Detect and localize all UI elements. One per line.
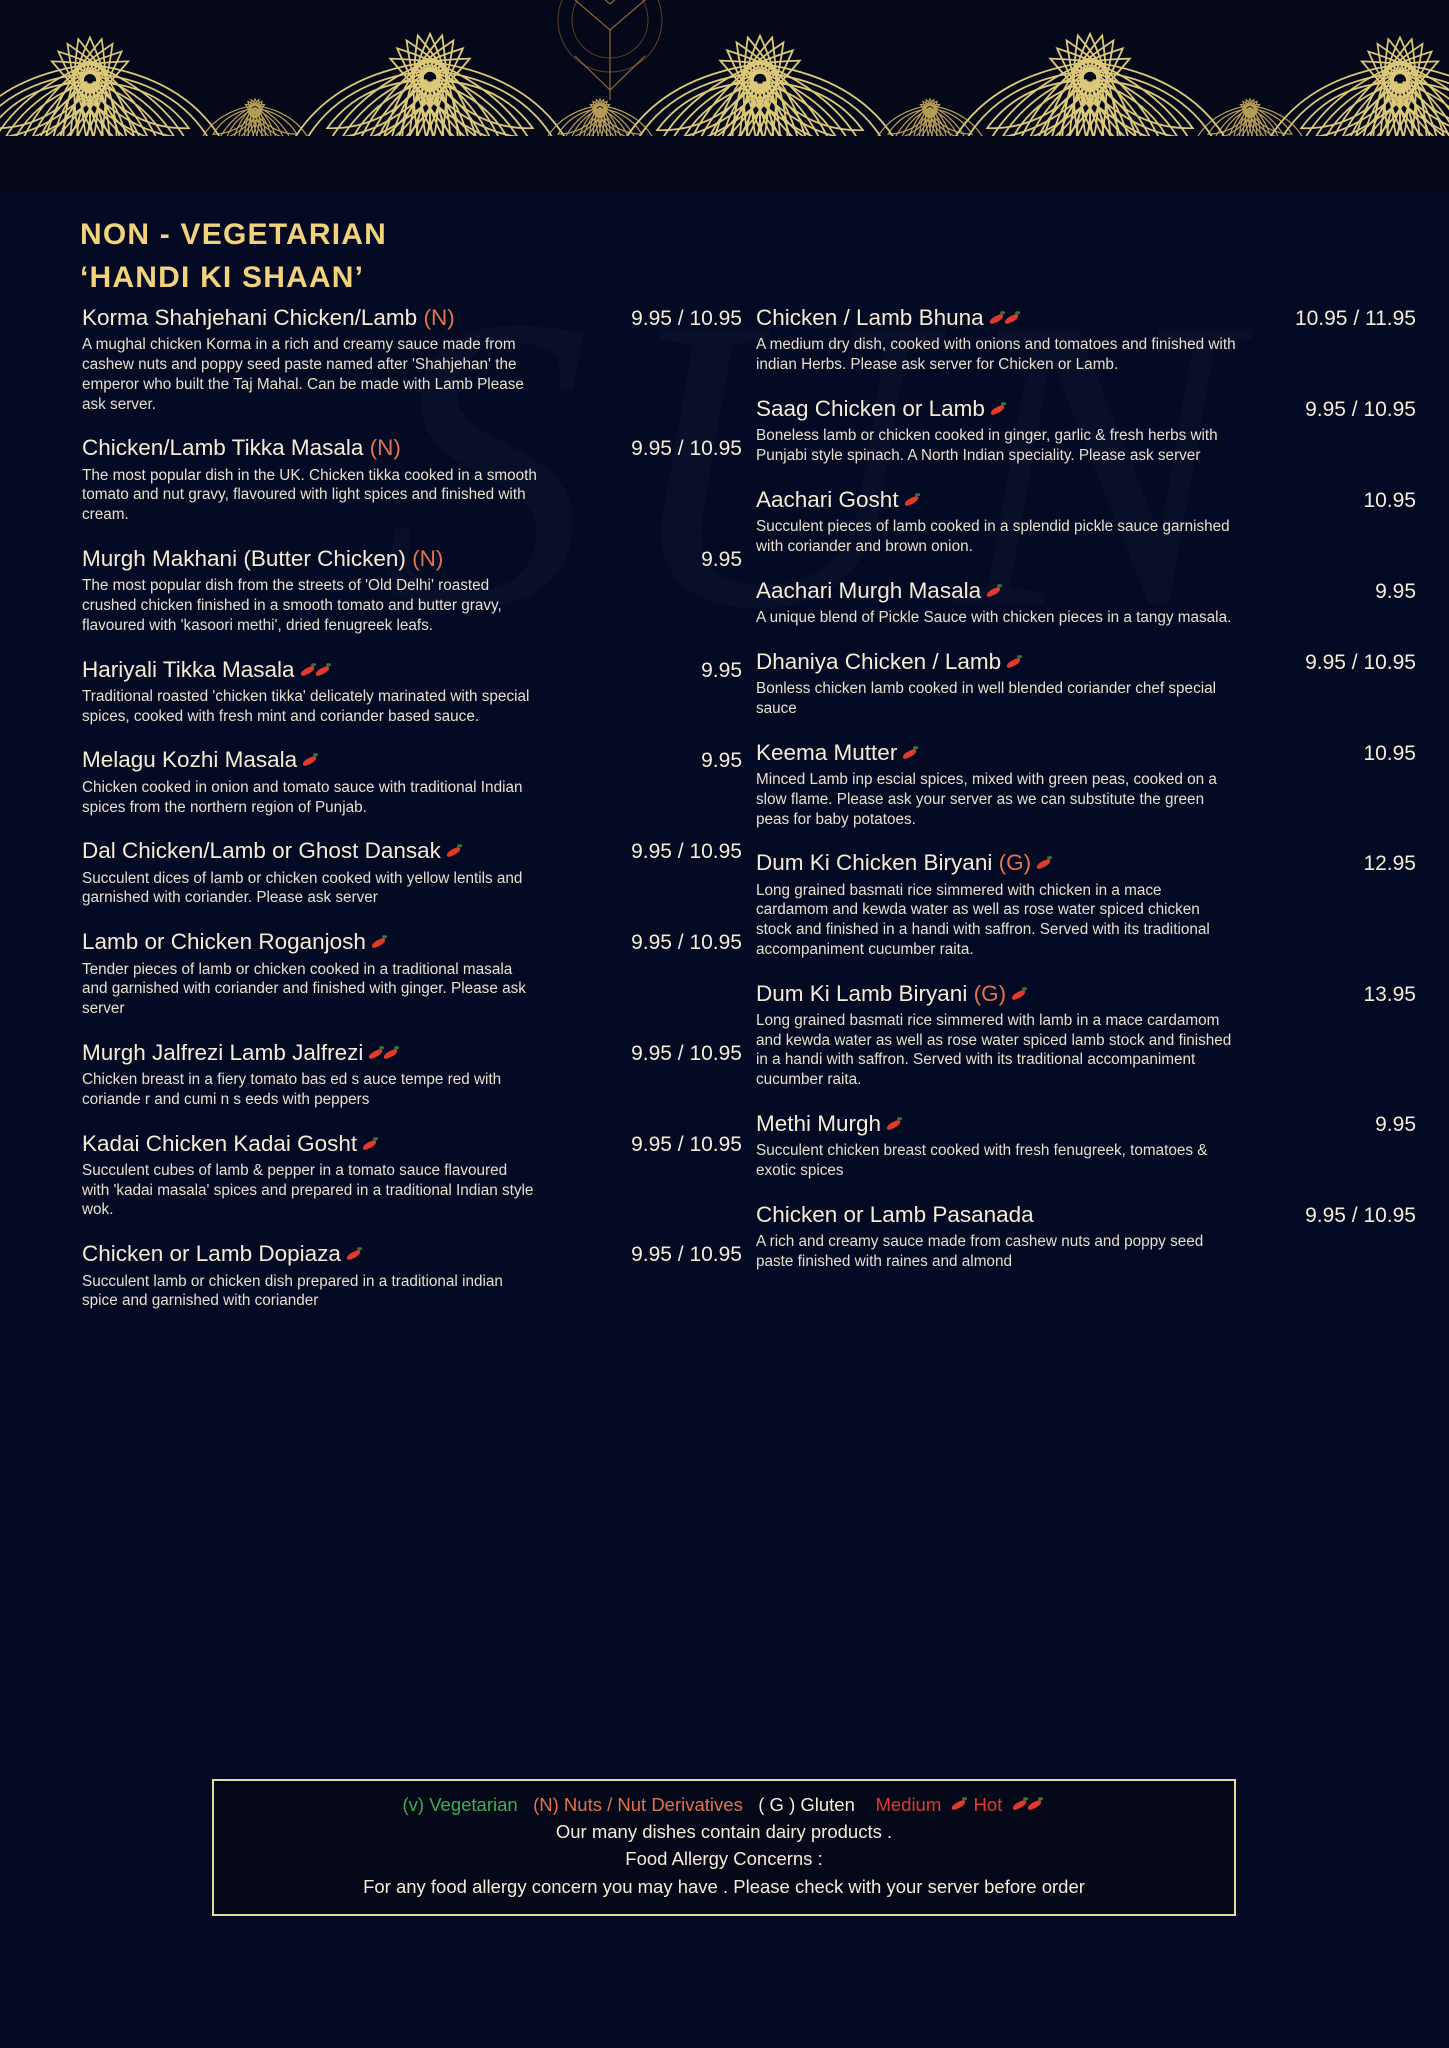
menu-item-description: A unique blend of Pickle Sauce with chicken pieces in a tangy masala. xyxy=(756,609,1232,627)
menu-item-name xyxy=(82,304,455,331)
menu-item-name xyxy=(82,746,319,773)
menu-column-right xyxy=(756,304,1416,1331)
menu-item xyxy=(756,1110,1416,1181)
menu-item-price: 9.95 / 10.95 xyxy=(631,931,742,955)
decorative-mandala-band xyxy=(0,0,1449,192)
chilli-icon xyxy=(1006,657,1023,670)
menu-item-header xyxy=(82,746,742,773)
chilli-icon xyxy=(302,755,319,768)
menu-item-header xyxy=(756,648,1416,675)
menu-item-price: 9.95 / 10.95 xyxy=(1305,397,1416,421)
double-chilli-icon xyxy=(368,1048,401,1061)
menu-item-price: 9.95 / 10.95 xyxy=(631,1132,742,1156)
legend-gluten: ( G ) Gluten xyxy=(758,1794,855,1815)
chilli-icon xyxy=(446,846,463,859)
menu-item-tag: (N) xyxy=(423,305,455,330)
menu-item-header xyxy=(82,656,742,683)
page-title-line1: NON - VEGETARIAN xyxy=(80,218,387,251)
menu-item-description: Long grained basmati rice simmered with chicken in a mace cardamom and kewda water as well as rose water spiced chicken stock and finished in a handi with saffron. Served with its traditional accompaniment cucumber raita. xyxy=(756,881,1210,958)
legend-dairy-note: Our many dishes contain dairy products . xyxy=(555,1820,893,1842)
menu-item xyxy=(82,928,742,1019)
menu-item-price: 9.95 xyxy=(701,658,742,682)
legend-allergy-note: For any food allergy concern you may have . Please check with your server before order xyxy=(363,1875,1085,1897)
legend-hot: Hot xyxy=(973,1794,1003,1815)
menu-item-description: Traditional roasted 'chicken tikka' delicately marinated with special spices, cooked with fresh mint and coriander based sauce. xyxy=(82,687,530,725)
menu-item-tag: (G) xyxy=(973,980,1007,1006)
legend-medium: Medium xyxy=(875,1794,942,1815)
menu-item-name xyxy=(756,577,1003,604)
menu-item-price: 9.95 xyxy=(701,749,742,773)
menu-item-name-text: Keema Mutter xyxy=(756,739,898,765)
menu-item-description: Succulent cubes of lamb & pepper in a tomato sauce flavoured with 'kadai masala' spices and prepared in a traditional Indian style wok. xyxy=(82,1162,534,1219)
menu-item-name-text: Aachari Murgh Masala xyxy=(756,577,982,603)
menu-item xyxy=(756,980,1416,1090)
menu-columns xyxy=(0,304,1449,1331)
menu-item-tag: (N) xyxy=(412,545,444,571)
menu-item-name xyxy=(82,434,401,461)
allergy-legend-box xyxy=(212,1779,1236,1916)
menu-item-header xyxy=(82,545,742,572)
mandala-pattern-icon xyxy=(0,0,1449,192)
menu-item-name xyxy=(756,648,1023,675)
menu-item-name-text: Kadai Chicken Kadai Gosht xyxy=(82,1130,358,1156)
menu-item-name-text: Lamb or Chicken Roganjosh xyxy=(82,929,366,955)
menu-item-name xyxy=(756,395,1007,422)
menu-item-header xyxy=(82,928,742,955)
menu-item-name xyxy=(756,849,1053,876)
legend-allergy-title: Food Allergy Concerns : xyxy=(625,1848,823,1870)
menu-item-header xyxy=(82,837,742,864)
menu-item-name xyxy=(756,1201,1034,1228)
menu-item-price: 9.95 / 10.95 xyxy=(1305,650,1416,674)
menu-item xyxy=(82,656,742,727)
menu-item-description: A medium dry dish, cooked with onions and tomatoes and finished with indian Herbs. Please ask server for Chicken or Lamb. xyxy=(756,336,1236,374)
menu-item-price: 9.95 xyxy=(1375,1112,1416,1136)
menu-item-price: 9.95 xyxy=(701,547,742,571)
menu-item-header xyxy=(82,1240,742,1267)
double-chilli-icon xyxy=(1012,1799,1045,1812)
menu-item-name xyxy=(82,545,443,572)
menu-item-header xyxy=(756,980,1416,1007)
menu-item xyxy=(756,648,1416,719)
menu-item-header xyxy=(756,849,1416,876)
menu-item-name xyxy=(82,1240,363,1267)
menu-item-description: Succulent pieces of lamb cooked in a splendid pickle sauce garnished with coriander and brown onion. xyxy=(756,518,1230,555)
menu-item xyxy=(756,849,1416,959)
menu-item xyxy=(82,545,742,636)
menu-item-name-text: Dum Ki Chicken Biryani xyxy=(756,850,993,876)
menu-item-name-text: Hariyali Tikka Masala xyxy=(82,656,295,682)
menu-item xyxy=(82,1130,742,1221)
menu-item-name-text: Dhaniya Chicken / Lamb xyxy=(756,648,1002,674)
menu-item-description: Minced Lamb inp escial spices, mixed with green peas, cooked on a slow flame. Please ask your server as we can substitute the green peas for baby potatoes. xyxy=(756,771,1217,828)
menu-item-price: 9.95 / 10.95 xyxy=(1305,1203,1416,1227)
menu-item-header xyxy=(756,1110,1416,1137)
menu-column-left xyxy=(82,304,742,1331)
menu-item-name xyxy=(82,928,388,955)
menu-item xyxy=(756,577,1416,628)
chilli-icon xyxy=(1036,858,1053,871)
menu-item-header xyxy=(756,1201,1416,1228)
menu-item-description: Long grained basmati rice simmered with lamb in a mace cardamom and kewda water as well as rose water spiced lamb stock and finished in a handi with saffron. Served with its traditional accompaniment cucumber raita. xyxy=(756,1012,1232,1089)
menu-item-description: Succulent lamb or chicken dish prepared in a traditional indian spice and garnished with coriander xyxy=(82,1272,503,1310)
menu-item-name xyxy=(756,486,921,513)
menu-item-description: Succulent chicken breast cooked with fresh fenugreek, tomatoes & exotic spices xyxy=(756,1142,1208,1180)
menu-item xyxy=(82,746,742,817)
menu-item-price: 10.95 / 11.95 xyxy=(1294,307,1416,330)
menu-item-name xyxy=(82,1039,401,1066)
menu-item-description: Tender pieces of lamb or chicken cooked in a traditional masala and garnished with coriander and finished with ginger. Please ask server xyxy=(82,960,526,1017)
double-chilli-icon xyxy=(989,313,1022,326)
menu-item-name-text: Saag Chicken or Lamb xyxy=(756,395,985,421)
legend-vegetarian: (v) Vegetarian xyxy=(402,1794,518,1815)
menu-page xyxy=(0,192,1449,2048)
menu-item-name-text: Murgh Jalfrezi Lamb Jalfrezi xyxy=(82,1039,364,1065)
chilli-icon xyxy=(904,495,921,508)
menu-item-name-text: Methi Murgh xyxy=(756,1110,882,1136)
menu-item-description: The most popular dish from the streets of 'Old Delhi' roasted crushed chicken finished in a smooth tomato and butter gravy, flavoured with 'kasoori methi', dried fenugreek leafs. xyxy=(82,577,502,634)
menu-item-name xyxy=(756,980,1028,1007)
chilli-icon xyxy=(1011,989,1028,1002)
menu-item-description: Boneless lamb or chicken cooked in ginger, garlic & fresh herbs with Punjabi style spinach. A North Indian speciality. Please ask server xyxy=(756,427,1218,465)
menu-item xyxy=(82,304,742,414)
menu-item-header xyxy=(756,395,1416,422)
menu-item-header xyxy=(756,486,1416,513)
menu-item-description: Chicken cooked in onion and tomato sauce with traditional Indian spices from the northern region of Punjab. xyxy=(82,778,523,816)
chilli-icon xyxy=(362,1139,379,1152)
menu-item-header xyxy=(82,1130,742,1157)
menu-item-name-text: Chicken or Lamb Dopiaza xyxy=(82,1241,341,1267)
menu-item xyxy=(82,1240,742,1311)
menu-item xyxy=(82,1039,742,1110)
menu-item-description: A mughal chicken Korma in a rich and creamy sauce made from cashew nuts and poppy seed paste named after 'Shahjehan' the emperor who built the Taj Mahal. Can be made with Lamb Please ask server. xyxy=(82,336,524,413)
page-title xyxy=(80,214,387,299)
menu-item-price: 9.95 / 10.95 xyxy=(631,1041,742,1065)
chilli-icon xyxy=(371,937,388,950)
menu-item-name xyxy=(82,837,463,864)
menu-item-header xyxy=(82,304,742,331)
menu-item-name-text: Chicken / Lamb Bhuna xyxy=(756,305,984,330)
menu-item-name-text: Chicken or Lamb Pasanada xyxy=(756,1201,1034,1227)
menu-item-description: Chicken breast in a fiery tomato bas ed s auce tempe red with coriande r and cumi n s eeds with peppers xyxy=(82,1071,502,1108)
menu-item-header xyxy=(756,739,1416,766)
menu-item xyxy=(82,837,742,908)
menu-item xyxy=(756,486,1416,557)
menu-item xyxy=(82,434,742,525)
menu-item xyxy=(756,1201,1416,1272)
menu-item-header xyxy=(82,434,742,461)
menu-item-price: 9.95 / 10.95 xyxy=(631,307,742,330)
legend-symbols-row xyxy=(224,1792,1224,1818)
menu-item-header xyxy=(756,577,1416,604)
menu-item-name-text: Aachari Gosht xyxy=(756,486,899,512)
menu-item-name-text: Melagu Kozhi Masala xyxy=(82,747,298,773)
menu-item-name-text: Murgh Makhani (Butter Chicken) xyxy=(82,545,406,571)
menu-item-name-text: Dal Chicken/Lamb or Ghost Dansak xyxy=(82,838,441,864)
menu-item-tag: (N) xyxy=(369,435,401,461)
menu-item-name xyxy=(82,656,333,683)
menu-item-description: Succulent dices of lamb or chicken cooked with yellow lentils and garnished with coriander. Please ask server xyxy=(82,869,523,907)
chilli-icon xyxy=(886,1119,903,1132)
menu-item-name xyxy=(756,1110,903,1137)
chilli-icon xyxy=(902,748,919,761)
menu-item-tag: (G) xyxy=(998,850,1032,876)
menu-item-description: Bonless chicken lamb cooked in well blended coriander chef special sauce xyxy=(756,680,1217,717)
legend-nuts: (N) Nuts / Nut Derivatives xyxy=(533,1794,743,1815)
menu-item-price: 9.95 xyxy=(1375,579,1416,603)
menu-item-price: 12.95 xyxy=(1363,852,1416,876)
menu-item-price: 9.95 / 10.95 xyxy=(631,1243,742,1267)
menu-item-header xyxy=(82,1039,742,1066)
menu-item-description: The most popular dish in the UK. Chicken tikka cooked in a smooth tomato and nut gravy, flavoured with light spices and finished with cream. xyxy=(82,466,537,524)
menu-item-price: 9.95 / 10.95 xyxy=(631,840,742,864)
menu-item xyxy=(756,395,1416,466)
menu-item xyxy=(756,304,1416,375)
menu-item-name-text: Chicken/Lamb Tikka Masala xyxy=(82,435,364,461)
menu-item-name xyxy=(82,1130,379,1157)
menu-item-header xyxy=(756,304,1416,331)
menu-item xyxy=(756,739,1416,830)
double-chilli-icon xyxy=(300,665,333,678)
menu-item-name-text: Korma Shahjehani Chicken/Lamb xyxy=(82,305,418,330)
chilli-icon xyxy=(951,1799,968,1812)
menu-item-name xyxy=(756,739,919,766)
menu-item-name xyxy=(756,304,1022,331)
chilli-icon xyxy=(346,1249,363,1262)
chilli-icon xyxy=(990,404,1007,417)
menu-item-price: 10.95 xyxy=(1363,488,1416,512)
menu-item-name-text: Dum Ki Lamb Biryani xyxy=(756,980,968,1006)
menu-item-price: 13.95 xyxy=(1363,982,1416,1006)
menu-item-price: 10.95 xyxy=(1363,741,1416,765)
menu-item-description: A rich and creamy sauce made from cashew nuts and poppy seed paste finished with raines and almond xyxy=(756,1233,1204,1270)
menu-item-price: 9.95 / 10.95 xyxy=(631,437,742,461)
page-title-line2: ‘HANDI KI SHAAN’ xyxy=(80,260,365,294)
chilli-icon xyxy=(986,586,1003,599)
